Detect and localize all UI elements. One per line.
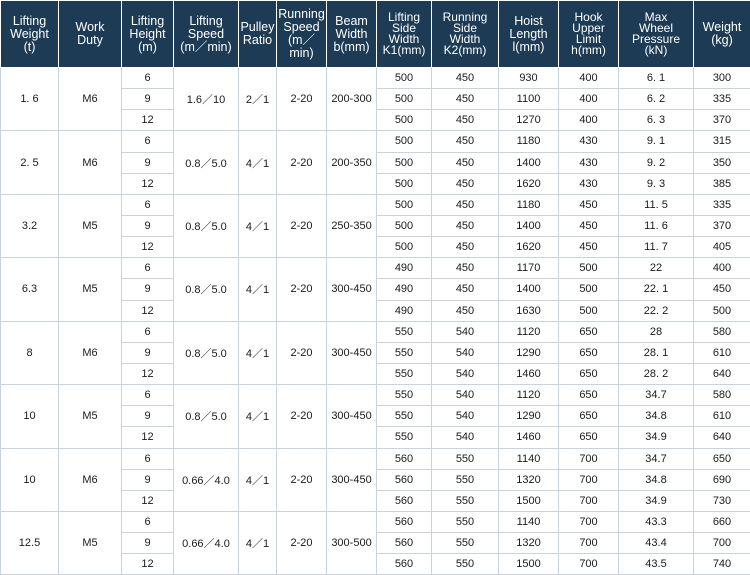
lifting-speed-cell: 1.6／10 xyxy=(174,68,239,131)
lifting-side-width-cell: 550 xyxy=(377,427,432,448)
header-line: Hoist xyxy=(500,15,557,28)
header-line: b(mm) xyxy=(328,41,375,54)
header-line: Hook xyxy=(560,12,617,23)
lifting-speed-cell: 0.8／5.0 xyxy=(174,321,239,384)
max-wheel-pressure-cell: 6. 3 xyxy=(619,110,694,131)
header-line: h(mm) xyxy=(560,45,617,56)
beam-width-cell: 200-350 xyxy=(327,131,377,194)
header-line: Speed xyxy=(278,21,325,34)
table-row xyxy=(1,131,750,152)
weight-cell: 640 xyxy=(694,363,750,384)
max-wheel-pressure-cell: 22. 2 xyxy=(619,300,694,321)
running-side-width-cell: 540 xyxy=(432,342,499,363)
pulley-ratio-cell: 4／1 xyxy=(239,511,277,574)
table-row xyxy=(1,321,750,342)
pulley-ratio-cell: 4／1 xyxy=(239,258,277,321)
hoist-length-cell: 1400 xyxy=(499,279,559,300)
lifting-speed-cell: 0.8／5.0 xyxy=(174,194,239,257)
header-line: (m／min) xyxy=(175,41,237,54)
lifting-side-width-cell: 490 xyxy=(377,279,432,300)
lifting-height-cell: 6 xyxy=(122,258,174,279)
pulley-ratio-cell: 4／1 xyxy=(239,385,277,448)
running-side-width-cell: 450 xyxy=(432,279,499,300)
lifting-height-cell: 12 xyxy=(122,490,174,511)
running-side-width-cell: 450 xyxy=(432,258,499,279)
running-side-width-cell: 550 xyxy=(432,490,499,511)
lifting-side-width-cell: 550 xyxy=(377,363,432,384)
hook-upper-limit-cell: 450 xyxy=(559,237,619,258)
header-line: (m／min) xyxy=(278,34,325,60)
lifting-side-width-cell: 560 xyxy=(377,490,432,511)
weight-cell: 730 xyxy=(694,490,750,511)
weight-cell: 450 xyxy=(694,279,750,300)
running-speed-cell: 2-20 xyxy=(277,448,327,511)
max-wheel-pressure-cell: 9. 3 xyxy=(619,173,694,194)
weight-cell: 385 xyxy=(694,173,750,194)
header-line: Duty xyxy=(60,34,120,47)
header-line: Side xyxy=(378,23,430,34)
beam-width-cell: 300-450 xyxy=(327,321,377,384)
hoist-length-cell: 1500 xyxy=(499,490,559,511)
max-wheel-pressure-cell: 6. 1 xyxy=(619,68,694,89)
lifting-height-cell: 12 xyxy=(122,363,174,384)
hook-upper-limit-cell: 450 xyxy=(559,194,619,215)
hook-upper-limit-cell: 430 xyxy=(559,173,619,194)
running-side-width-cell: 450 xyxy=(432,68,499,89)
max-wheel-pressure-cell: 43.5 xyxy=(619,554,694,575)
hook-upper-limit-cell: 500 xyxy=(559,300,619,321)
running-side-width-cell: 450 xyxy=(432,194,499,215)
running-side-width-cell: 450 xyxy=(432,237,499,258)
max-wheel-pressure-cell: 11. 7 xyxy=(619,237,694,258)
running-side-width-cell: 450 xyxy=(432,173,499,194)
pulley-ratio-cell: 4／1 xyxy=(239,131,277,194)
header-line: Running xyxy=(433,12,497,23)
header-line: Side xyxy=(433,23,497,34)
work-duty-cell: M5 xyxy=(59,511,122,574)
max-wheel-pressure-cell: 9. 1 xyxy=(619,131,694,152)
running-side-width-cell: 550 xyxy=(432,554,499,575)
lifting-side-width-cell: 500 xyxy=(377,194,432,215)
max-wheel-pressure-cell: 34.9 xyxy=(619,427,694,448)
running-side-width-cell: 540 xyxy=(432,406,499,427)
work-duty-cell: M5 xyxy=(59,194,122,257)
lifting-speed-cell: 0.66／4.0 xyxy=(174,511,239,574)
hook-upper-limit-cell: 700 xyxy=(559,533,619,554)
running-speed-cell: 2-20 xyxy=(277,68,327,131)
header-line: Running xyxy=(278,8,325,21)
hoist-length-cell: 1320 xyxy=(499,533,559,554)
hoist-length-cell: 1400 xyxy=(499,152,559,173)
work-duty-header xyxy=(59,1,122,68)
lifting-side-width-cell: 500 xyxy=(377,68,432,89)
hook-upper-limit-cell: 700 xyxy=(559,469,619,490)
weight-cell: 400 xyxy=(694,258,750,279)
lifting-side-width-cell: 550 xyxy=(377,321,432,342)
hook-upper-limit-cell: 650 xyxy=(559,406,619,427)
running-side-width-cell: 450 xyxy=(432,131,499,152)
header-line: K1(mm) xyxy=(378,45,430,56)
header-line: Beam xyxy=(328,15,375,28)
table-body xyxy=(1,68,750,575)
beam-width-cell: 300-450 xyxy=(327,385,377,448)
weight-cell: 660 xyxy=(694,511,750,532)
lifting-weight-cell: 6.3 xyxy=(1,258,59,321)
work-duty-cell: M6 xyxy=(59,448,122,511)
lifting-side-width-cell: 560 xyxy=(377,554,432,575)
running-speed-cell: 2-20 xyxy=(277,131,327,194)
weight-cell: 740 xyxy=(694,554,750,575)
lifting-side-width-cell: 560 xyxy=(377,533,432,554)
lifting-height-cell: 6 xyxy=(122,448,174,469)
lifting-height-cell: 12 xyxy=(122,554,174,575)
lifting-weight-cell: 3.2 xyxy=(1,194,59,257)
hoist-length-cell: 1460 xyxy=(499,363,559,384)
max-wheel-pressure-header xyxy=(619,1,694,68)
hook-upper-limit-cell: 500 xyxy=(559,279,619,300)
work-duty-cell: M6 xyxy=(59,68,122,131)
lifting-height-cell: 9 xyxy=(122,342,174,363)
table-row xyxy=(1,511,750,532)
lifting-weight-cell: 10 xyxy=(1,448,59,511)
header-line: Width xyxy=(328,28,375,41)
max-wheel-pressure-cell: 11. 6 xyxy=(619,215,694,236)
running-side-width-cell: 550 xyxy=(432,448,499,469)
lifting-height-cell: 6 xyxy=(122,385,174,406)
lifting-height-cell: 9 xyxy=(122,533,174,554)
header-line: l(mm) xyxy=(500,41,557,54)
header-line: Lifting xyxy=(175,15,237,28)
running-side-width-cell: 540 xyxy=(432,321,499,342)
beam-width-cell: 200-300 xyxy=(327,68,377,131)
weight-header xyxy=(694,1,750,68)
beam-width-cell: 250-350 xyxy=(327,194,377,257)
pulley-ratio-cell: 4／1 xyxy=(239,448,277,511)
lifting-side-width-cell: 500 xyxy=(377,152,432,173)
max-wheel-pressure-cell: 11. 5 xyxy=(619,194,694,215)
lifting-height-cell: 12 xyxy=(122,300,174,321)
header-line: Weight xyxy=(695,21,749,34)
lifting-speed-cell: 0.66／4.0 xyxy=(174,448,239,511)
header-line: Pressure xyxy=(620,34,692,45)
max-wheel-pressure-cell: 34.9 xyxy=(619,490,694,511)
running-speed-cell: 2-20 xyxy=(277,385,327,448)
running-side-width-cell: 540 xyxy=(432,363,499,384)
weight-cell: 650 xyxy=(694,448,750,469)
weight-cell: 610 xyxy=(694,406,750,427)
work-duty-cell: M6 xyxy=(59,131,122,194)
header-line: Wheel xyxy=(620,23,692,34)
header-line: Pulley xyxy=(240,21,275,34)
lifting-height-cell: 9 xyxy=(122,152,174,173)
lifting-weight-cell: 10 xyxy=(1,385,59,448)
lifting-height-cell: 12 xyxy=(122,427,174,448)
hoist-length-cell: 1400 xyxy=(499,215,559,236)
hoist-length-cell: 1180 xyxy=(499,131,559,152)
table-header xyxy=(1,1,750,68)
running-speed-cell: 2-20 xyxy=(277,321,327,384)
hook-upper-limit-cell: 700 xyxy=(559,554,619,575)
header-line: (kN) xyxy=(620,45,692,56)
hoist-length-cell: 1140 xyxy=(499,511,559,532)
lifting-side-width-cell: 500 xyxy=(377,131,432,152)
lifting-side-width-cell: 560 xyxy=(377,511,432,532)
weight-cell: 300 xyxy=(694,68,750,89)
weight-cell: 700 xyxy=(694,533,750,554)
hook-upper-limit-cell: 650 xyxy=(559,342,619,363)
lifting-height-cell: 6 xyxy=(122,321,174,342)
hook-upper-limit-cell: 650 xyxy=(559,385,619,406)
hook-upper-limit-cell: 700 xyxy=(559,490,619,511)
lifting-speed-cell: 0.8／5.0 xyxy=(174,385,239,448)
weight-cell: 335 xyxy=(694,89,750,110)
hoist-length-cell: 1500 xyxy=(499,554,559,575)
hoist-length-cell: 1120 xyxy=(499,321,559,342)
table-row xyxy=(1,448,750,469)
lifting-side-width-cell: 500 xyxy=(377,237,432,258)
lifting-side-width-cell: 500 xyxy=(377,173,432,194)
hook-upper-limit-cell: 400 xyxy=(559,68,619,89)
header-row xyxy=(1,1,750,68)
header-line: Max xyxy=(620,12,692,23)
hook-upper-limit-cell: 430 xyxy=(559,131,619,152)
header-line: Lifting xyxy=(378,12,430,23)
lifting-height-cell: 12 xyxy=(122,110,174,131)
running-speed-cell: 2-20 xyxy=(277,194,327,257)
lifting-height-cell: 6 xyxy=(122,511,174,532)
lifting-speed-cell: 0.8／5.0 xyxy=(174,131,239,194)
running-side-width-cell: 450 xyxy=(432,152,499,173)
lifting-side-width-cell: 560 xyxy=(377,448,432,469)
running-side-width-cell: 450 xyxy=(432,300,499,321)
max-wheel-pressure-cell: 34.7 xyxy=(619,448,694,469)
hook-upper-limit-cell: 700 xyxy=(559,448,619,469)
lifting-height-cell: 6 xyxy=(122,68,174,89)
lifting-height-cell: 9 xyxy=(122,215,174,236)
header-line: Upper xyxy=(560,23,617,34)
max-wheel-pressure-cell: 43.4 xyxy=(619,533,694,554)
pulley-ratio-cell: 2／1 xyxy=(239,68,277,131)
max-wheel-pressure-cell: 6. 2 xyxy=(619,89,694,110)
weight-cell: 370 xyxy=(694,215,750,236)
lifting-side-width-cell: 500 xyxy=(377,110,432,131)
hook-upper-limit-cell: 450 xyxy=(559,215,619,236)
weight-cell: 500 xyxy=(694,300,750,321)
running-side-width-cell: 550 xyxy=(432,533,499,554)
work-duty-cell: M6 xyxy=(59,321,122,384)
hook-upper-limit-cell: 400 xyxy=(559,89,619,110)
header-line: Weight xyxy=(2,28,57,41)
pulley-ratio-header xyxy=(239,1,277,68)
hook-upper-limit-cell: 650 xyxy=(559,321,619,342)
pulley-ratio-cell: 4／1 xyxy=(239,321,277,384)
running-side-width-cell: 540 xyxy=(432,385,499,406)
hoist-length-cell: 1140 xyxy=(499,448,559,469)
header-line: (t) xyxy=(2,41,57,54)
hook-upper-limit-header xyxy=(559,1,619,68)
header-line: Lifting xyxy=(123,15,172,28)
running-side-width-cell: 450 xyxy=(432,110,499,131)
weight-cell: 690 xyxy=(694,469,750,490)
hook-upper-limit-cell: 400 xyxy=(559,110,619,131)
running-side-width-cell: 550 xyxy=(432,469,499,490)
running-side-width-cell: 450 xyxy=(432,89,499,110)
header-line: Work xyxy=(60,21,120,34)
hoist-length-cell: 1120 xyxy=(499,385,559,406)
lifting-weight-cell: 2. 5 xyxy=(1,131,59,194)
hook-upper-limit-cell: 650 xyxy=(559,427,619,448)
max-wheel-pressure-cell: 28. 1 xyxy=(619,342,694,363)
lifting-side-width-cell: 550 xyxy=(377,406,432,427)
table-row xyxy=(1,385,750,406)
weight-cell: 350 xyxy=(694,152,750,173)
max-wheel-pressure-cell: 34.7 xyxy=(619,385,694,406)
lifting-height-cell: 9 xyxy=(122,469,174,490)
beam-width-cell: 300-450 xyxy=(327,448,377,511)
lifting-side-width-cell: 490 xyxy=(377,300,432,321)
hoist-length-cell: 1170 xyxy=(499,258,559,279)
lifting-weight-cell: 8 xyxy=(1,321,59,384)
hoist-length-cell: 1620 xyxy=(499,237,559,258)
running-side-width-cell: 550 xyxy=(432,511,499,532)
table-row xyxy=(1,68,750,89)
running-side-width-cell: 450 xyxy=(432,215,499,236)
max-wheel-pressure-cell: 28 xyxy=(619,321,694,342)
weight-cell: 580 xyxy=(694,321,750,342)
lifting-height-cell: 9 xyxy=(122,89,174,110)
hook-upper-limit-cell: 500 xyxy=(559,258,619,279)
lifting-side-width-cell: 550 xyxy=(377,342,432,363)
hoist-length-cell: 1100 xyxy=(499,89,559,110)
lifting-speed-header xyxy=(174,1,239,68)
hoist-length-cell: 1290 xyxy=(499,406,559,427)
work-duty-cell: M5 xyxy=(59,258,122,321)
lifting-side-width-cell: 560 xyxy=(377,469,432,490)
hook-upper-limit-cell: 650 xyxy=(559,363,619,384)
hoist-length-cell: 1270 xyxy=(499,110,559,131)
lifting-height-cell: 6 xyxy=(122,131,174,152)
running-speed-cell: 2-20 xyxy=(277,511,327,574)
lifting-height-header xyxy=(122,1,174,68)
weight-cell: 405 xyxy=(694,237,750,258)
work-duty-cell: M5 xyxy=(59,385,122,448)
lifting-height-cell: 6 xyxy=(122,194,174,215)
header-line: Length xyxy=(500,28,557,41)
max-wheel-pressure-cell: 34.8 xyxy=(619,406,694,427)
lifting-height-cell: 12 xyxy=(122,237,174,258)
weight-cell: 335 xyxy=(694,194,750,215)
lifting-side-width-cell: 500 xyxy=(377,215,432,236)
lifting-side-width-header xyxy=(377,1,432,68)
header-line: Ratio xyxy=(240,34,275,47)
header-line: Lifting xyxy=(2,15,57,28)
weight-cell: 610 xyxy=(694,342,750,363)
beam-width-cell: 300-450 xyxy=(327,258,377,321)
weight-cell: 315 xyxy=(694,131,750,152)
hoist-length-cell: 1320 xyxy=(499,469,559,490)
running-side-width-cell: 540 xyxy=(432,427,499,448)
lifting-height-cell: 9 xyxy=(122,406,174,427)
header-line: Width xyxy=(378,34,430,45)
lifting-height-cell: 12 xyxy=(122,173,174,194)
hoist-length-cell: 1620 xyxy=(499,173,559,194)
header-line: Speed xyxy=(175,28,237,41)
lifting-weight-header xyxy=(1,1,59,68)
pulley-ratio-cell: 4／1 xyxy=(239,194,277,257)
hook-upper-limit-cell: 700 xyxy=(559,511,619,532)
hook-upper-limit-cell: 430 xyxy=(559,152,619,173)
lifting-side-width-cell: 500 xyxy=(377,89,432,110)
header-line: K2(mm) xyxy=(433,45,497,56)
lifting-weight-cell: 1. 6 xyxy=(1,68,59,131)
lifting-side-width-cell: 490 xyxy=(377,258,432,279)
max-wheel-pressure-cell: 43.3 xyxy=(619,511,694,532)
hoist-length-cell: 1460 xyxy=(499,427,559,448)
lifting-speed-cell: 0.8／5.0 xyxy=(174,258,239,321)
running-side-width-header xyxy=(432,1,499,68)
weight-cell: 370 xyxy=(694,110,750,131)
weight-cell: 580 xyxy=(694,385,750,406)
header-line: (m) xyxy=(123,41,172,54)
max-wheel-pressure-cell: 9. 2 xyxy=(619,152,694,173)
header-line: Limit xyxy=(560,34,617,45)
max-wheel-pressure-cell: 34.8 xyxy=(619,469,694,490)
lifting-height-cell: 9 xyxy=(122,279,174,300)
lifting-side-width-cell: 550 xyxy=(377,385,432,406)
hoist-length-cell: 930 xyxy=(499,68,559,89)
running-speed-cell: 2-20 xyxy=(277,258,327,321)
lifting-weight-cell: 12.5 xyxy=(1,511,59,574)
max-wheel-pressure-cell: 22 xyxy=(619,258,694,279)
beam-width-header xyxy=(327,1,377,68)
max-wheel-pressure-cell: 22. 1 xyxy=(619,279,694,300)
header-line: Width xyxy=(433,34,497,45)
table-row xyxy=(1,258,750,279)
hoist-length-cell: 1290 xyxy=(499,342,559,363)
hoist-length-header xyxy=(499,1,559,68)
running-speed-header xyxy=(277,1,327,68)
header-line: Height xyxy=(123,28,172,41)
table-row xyxy=(1,194,750,215)
hoist-length-cell: 1180 xyxy=(499,194,559,215)
hoist-length-cell: 1630 xyxy=(499,300,559,321)
weight-cell: 640 xyxy=(694,427,750,448)
header-line: (kg) xyxy=(695,34,749,47)
beam-width-cell: 300-500 xyxy=(327,511,377,574)
max-wheel-pressure-cell: 28. 2 xyxy=(619,363,694,384)
